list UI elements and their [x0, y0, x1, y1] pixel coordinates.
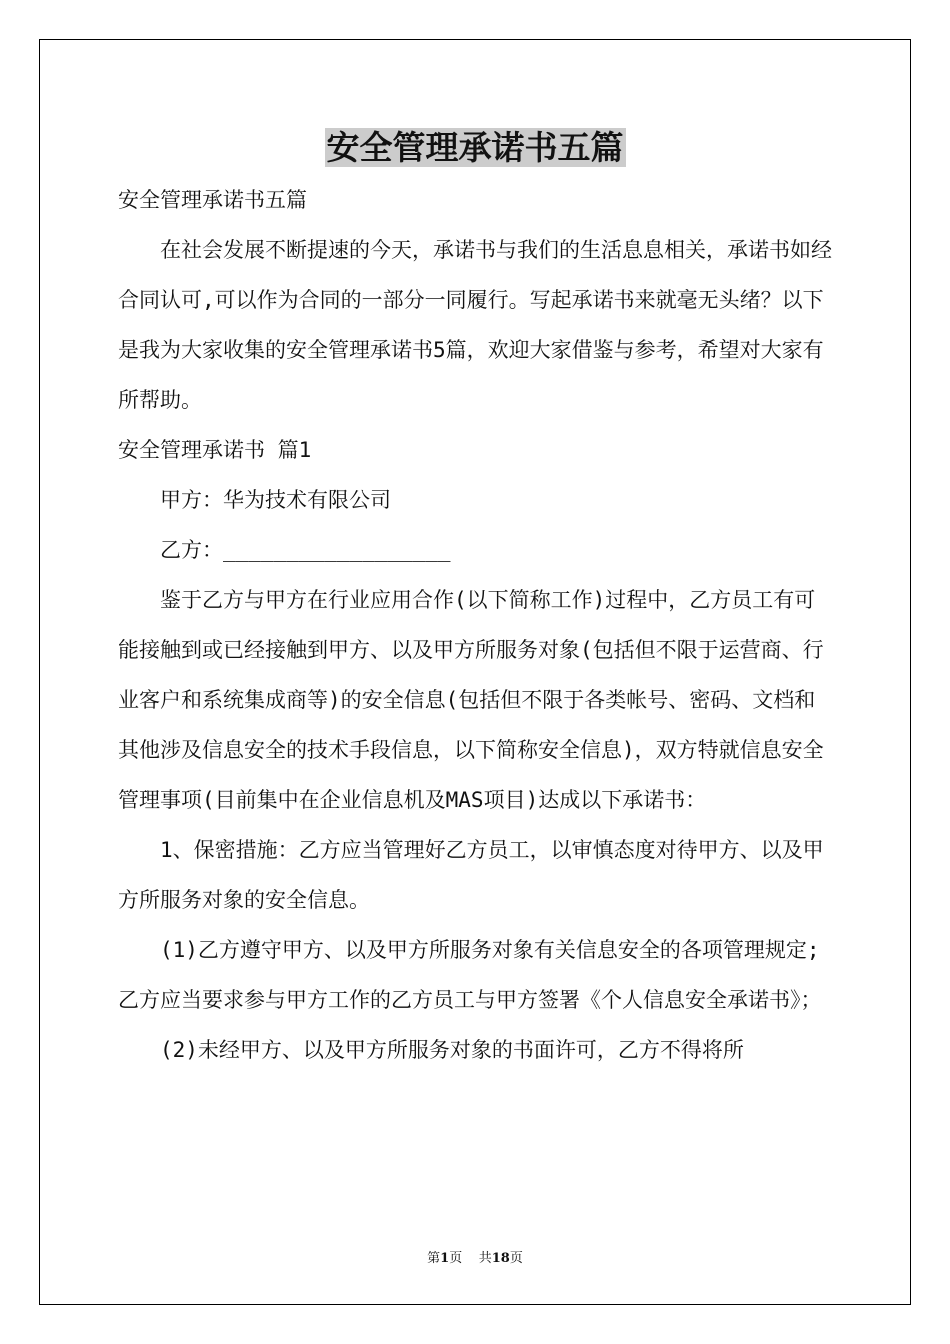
document-title: 安全管理承诺书五篇: [326, 128, 624, 167]
subtitle-paragraph: 安全管理承诺书五篇: [118, 188, 307, 212]
party-b-line: 乙方：__________________: [160, 538, 451, 562]
document-body: [118, 175, 834, 1075]
clause-1-item-2: (2)未经甲方、以及甲方所服务对象的书面许可，乙方不得将所: [160, 1038, 744, 1062]
clause-1-paragraph: 1、保密措施：乙方应当管理好乙方员工，以审慎态度对待甲方、以及甲方所服务对象的安全信息。: [118, 838, 824, 912]
page-number-footer: 第1页 共18页: [427, 1251, 523, 1266]
intro-paragraph: 在社会发展不断提速的今天，承诺书与我们的生活息息相关，承诺书如经合同认可,可以作为合同的一部分一同履行。写起承诺书来就毫无头绪？以下是我为大家收集的安全管理承诺书5篇，欢迎大家借鉴与参考，希望对大家有所帮助。: [118, 238, 832, 412]
preamble-paragraph: 鉴于乙方与甲方在行业应用合作(以下简称工作)过程中，乙方员工有可能接触到或已经接触到甲方、以及甲方所服务对象(包括但不限于运营商、行业客户和系统集成商等)的安全信息(包括但不限于各类帐号、密码、文档和其他涉及信息安全的技术手段信息，以下简称安全信息)，双方特就信息安全管理事项(目前集中在企业信息机及MAS项目)达成以下承诺书：: [118, 588, 824, 812]
clause-1-item-1: (1)乙方遵守甲方、以及甲方所服务对象有关信息安全的各项管理规定;乙方应当要求参与甲方工作的乙方员工与甲方签署《个人信息安全承诺书》；: [118, 938, 822, 1012]
party-a-line: 甲方：华为技术有限公司: [160, 488, 391, 512]
section-heading: 安全管理承诺书 篇1: [118, 438, 312, 462]
